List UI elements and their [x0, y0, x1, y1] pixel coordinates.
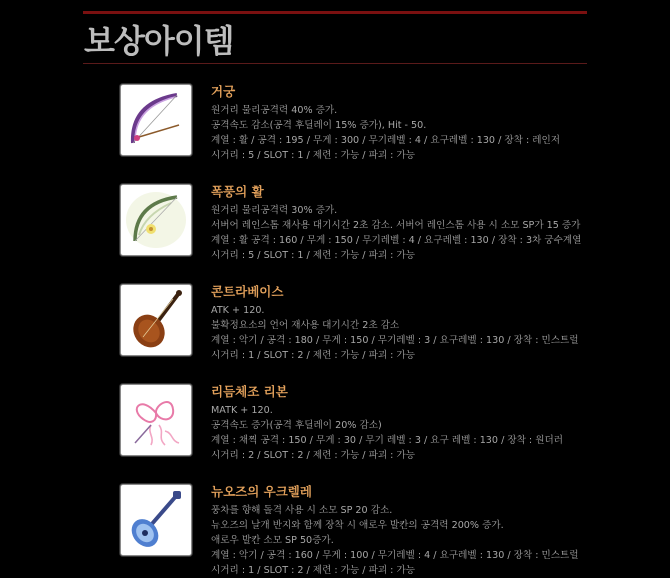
- item-desc-line: 계열 : 활 / 공격 : 195 / 무게 : 300 / 무기레벨 : 4 / 요구레벨 : 130 / 장착 : 레인저: [211, 135, 561, 146]
- bow-icon: [121, 85, 191, 155]
- header-top-rule: [83, 11, 587, 14]
- item-info: [211, 282, 591, 363]
- item-info: [211, 82, 591, 163]
- item-name: 폭풍의 활: [211, 184, 264, 199]
- item-thumbnail: [120, 184, 192, 256]
- item-desc-line: 불확정요소의 언어 재사용 대기시간 2초 감소: [211, 320, 400, 331]
- item-desc-line: 풍차를 향해 돌격 사용 시 소모 SP 20 감소.: [211, 505, 393, 516]
- item-desc-line: 뉴오즈의 날개 반지와 함께 장착 시 애로우 발칸의 공격력 200% 증가.: [211, 520, 504, 531]
- ribbon-icon: [121, 385, 191, 455]
- item-desc-line: 서버어 레인스톰 재사용 대기시간 2초 감소. 서버어 레인스톰 사용 시 소모 SP가 15 증가: [211, 220, 581, 231]
- item-desc-line: 공격속도 증가(공격 후딜레이 20% 감소): [211, 420, 382, 431]
- item-name: 거궁: [211, 84, 236, 99]
- item-desc-line: 시거리 : 1 / SLOT : 2 / 제련 : 가능 / 파괴 : 가능: [211, 565, 415, 576]
- item-desc-line: 원거리 물리공격력 30% 증가.: [211, 205, 338, 216]
- item-thumbnail: [120, 84, 192, 156]
- item-name: 뉴오즈의 우크렐레: [211, 484, 312, 499]
- item-desc-line: ATK + 120.: [211, 305, 265, 316]
- item-desc-line: 원거리 물리공격력 40% 증가.: [211, 105, 338, 116]
- page-title: 보상아이템: [84, 22, 234, 60]
- item-info: [211, 182, 591, 263]
- item-desc-line: 시거리 : 1 / SLOT : 2 / 제련 : 가능 / 파괴 : 가능: [211, 350, 415, 361]
- item-desc-line: 시거리 : 5 / SLOT : 1 / 제련 : 가능 / 파괴 : 가능: [211, 150, 415, 161]
- item-thumbnail: [120, 384, 192, 456]
- item-thumbnail: [120, 284, 192, 356]
- contrabass-icon: [121, 285, 191, 355]
- item-desc-line: 애로우 발칸 소모 SP 50증가.: [211, 535, 334, 546]
- item-info: [211, 482, 591, 578]
- storm-bow-icon: [121, 185, 191, 255]
- item-thumbnail: [120, 484, 192, 556]
- item-desc-line: MATK + 120.: [211, 405, 273, 416]
- item-desc-line: 계열 : 악기 / 공격 : 180 / 무게 : 150 / 무기레벨 : 3 / 요구레벨 : 130 / 장착 : 민스트럴: [211, 335, 579, 346]
- item-desc-line: 계열 : 활 공격 : 160 / 무게 : 150 / 무기레벨 : 4 / 요구레벨 : 130 / 장착 : 3차 궁수계열: [211, 235, 582, 246]
- item-name: 리듬체조 리본: [211, 384, 288, 399]
- item-desc-line: 공격속도 감소(공격 후딜레이 15% 증가), Hit - 50.: [211, 120, 427, 131]
- header-bottom-rule: [83, 63, 587, 64]
- item-desc-line: 계열 : 악기 / 공격 : 160 / 무게 : 100 / 무기레벨 : 4 / 요구레벨 : 130 / 장착 : 민스트럴: [211, 550, 579, 561]
- item-desc-line: 시거리 : 5 / SLOT : 1 / 제련 : 가능 / 파괴 : 가능: [211, 250, 415, 261]
- ukulele-icon: [121, 485, 191, 555]
- item-name: 콘트라베이스: [211, 284, 284, 299]
- item-desc-line: 계열 : 채찍 공격 : 150 / 무게 : 30 / 무기 레벨 : 3 / 요구 레벨 : 130 / 장착 : 원더러: [211, 435, 564, 446]
- item-desc-line: 시거리 : 2 / SLOT : 2 / 제련 : 가능 / 파괴 : 가능: [211, 450, 415, 461]
- item-info: [211, 382, 591, 463]
